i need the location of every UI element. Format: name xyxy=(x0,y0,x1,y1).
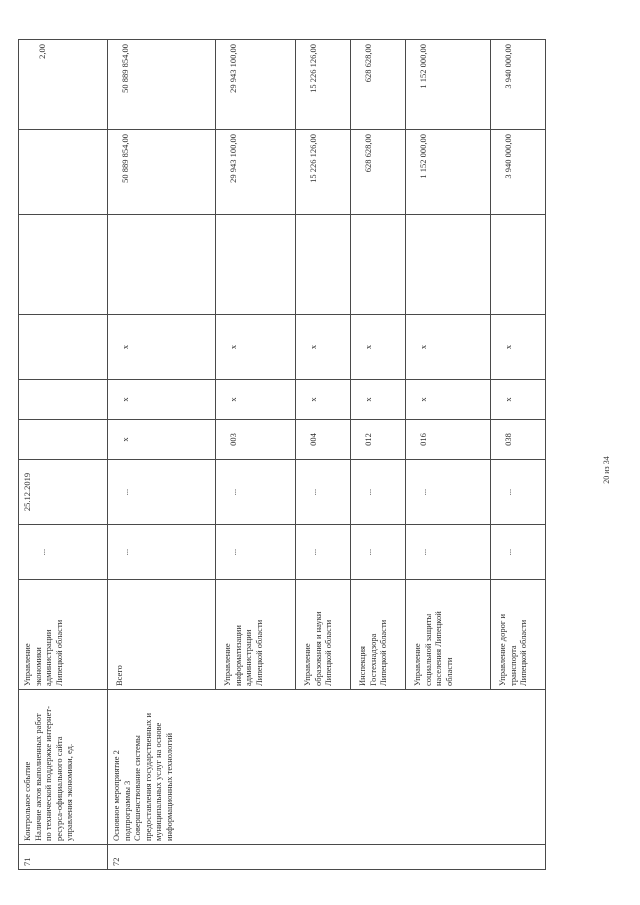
grbs-code: 038 xyxy=(491,420,546,460)
mark-cell: х xyxy=(351,380,406,420)
empty-cell xyxy=(108,215,216,315)
mark-cell: х xyxy=(108,380,216,420)
value-cell-2: 628 628,00 xyxy=(351,40,406,130)
measure-name-cell xyxy=(108,690,546,845)
end-cell: ... xyxy=(296,460,351,525)
rotated-page-content xyxy=(18,40,618,870)
value-cell-2: 50 889 854,00 xyxy=(108,40,216,130)
value-cell-2: 29 943 100,00 xyxy=(216,40,296,130)
mark-cell: х xyxy=(491,380,546,420)
measure-description: Наличие актов выполненных работ по технической поддержке интернет-ресурса-официального сайта управления экономики, ед. xyxy=(32,706,74,841)
table-row xyxy=(108,40,216,870)
start-cell: ... xyxy=(296,525,351,580)
start-cell: ... xyxy=(19,525,108,580)
measure-title: Контрольное событие xyxy=(22,761,32,841)
mark-cell: х xyxy=(216,380,296,420)
row-number: 71 xyxy=(19,845,108,870)
program-measures-table xyxy=(18,39,546,870)
empty-cell xyxy=(406,215,491,315)
end-cell: ... xyxy=(216,460,296,525)
page-number: 20 из 34 xyxy=(602,456,611,484)
grbs-code: 012 xyxy=(351,420,406,460)
mark-cell: х xyxy=(296,380,351,420)
value-cell-1: 29 943 100,00 xyxy=(216,130,296,215)
value-cell-1: 3 940 000,00 xyxy=(491,130,546,215)
row-number: 72 xyxy=(108,845,546,870)
empty-cell xyxy=(19,215,108,315)
grbs-code: 016 xyxy=(406,420,491,460)
start-cell: ... xyxy=(216,525,296,580)
measure-title: Основное мероприятие 2 подпрограммы 3 xyxy=(111,750,132,841)
mark-cell: х xyxy=(296,315,351,380)
grbs-code: 003 xyxy=(216,420,296,460)
value-cell-1 xyxy=(19,130,108,215)
responsible-executor: Инспекция Гостехнадзора Липецкой области xyxy=(351,580,406,690)
end-date: 25.12.2019 xyxy=(19,460,108,525)
mark-cell xyxy=(19,315,108,380)
mark-cell xyxy=(19,380,108,420)
grbs-code: х xyxy=(108,420,216,460)
mark-cell: х xyxy=(108,315,216,380)
responsible-executor: Управление социальной защиты населения Липецкой области xyxy=(406,580,491,690)
responsible-executor: Управление экономики администрации Липецкой области xyxy=(19,580,108,690)
value-cell-2: 3 940 000,00 xyxy=(491,40,546,130)
responsible-executor: Управление информатизации администрации Липецкой области xyxy=(216,580,296,690)
start-cell: ... xyxy=(406,525,491,580)
end-cell: ... xyxy=(406,460,491,525)
value-cell-2: 1 152 000,00 xyxy=(406,40,491,130)
measure-name-cell xyxy=(19,690,108,845)
end-cell: ... xyxy=(108,460,216,525)
mark-cell: х xyxy=(406,315,491,380)
value-cell-1: 628 628,00 xyxy=(351,130,406,215)
value-cell-2: 15 226 126,00 xyxy=(296,40,351,130)
end-cell: ... xyxy=(491,460,546,525)
empty-cell xyxy=(351,215,406,315)
mark-cell: х xyxy=(491,315,546,380)
responsible-executor: Управление дорог и транспорта Липецкой области xyxy=(491,580,546,690)
value-cell-1: 15 226 126,00 xyxy=(296,130,351,215)
measure-description: Совершенствование системы предоставления государственных и муниципальных услуг на основе информационных технологий xyxy=(132,712,174,841)
value-cell-2: 2,00 xyxy=(19,40,108,130)
mark-cell: х xyxy=(216,315,296,380)
value-cell-1: 50 889 854,00 xyxy=(108,130,216,215)
start-cell: ... xyxy=(108,525,216,580)
responsible-executor: Всего xyxy=(108,580,216,690)
empty-cell xyxy=(216,215,296,315)
mark-cell: х xyxy=(406,380,491,420)
start-cell: ... xyxy=(491,525,546,580)
grbs-code: 004 xyxy=(296,420,351,460)
end-cell: ... xyxy=(351,460,406,525)
start-cell: ... xyxy=(351,525,406,580)
mark-cell: х xyxy=(351,315,406,380)
value-cell-1: 1 152 000,00 xyxy=(406,130,491,215)
empty-cell xyxy=(296,215,351,315)
grbs-code xyxy=(19,420,108,460)
table-row xyxy=(19,40,108,870)
responsible-executor: Управление образования и науки Липецкой области xyxy=(296,580,351,690)
empty-cell xyxy=(491,215,546,315)
